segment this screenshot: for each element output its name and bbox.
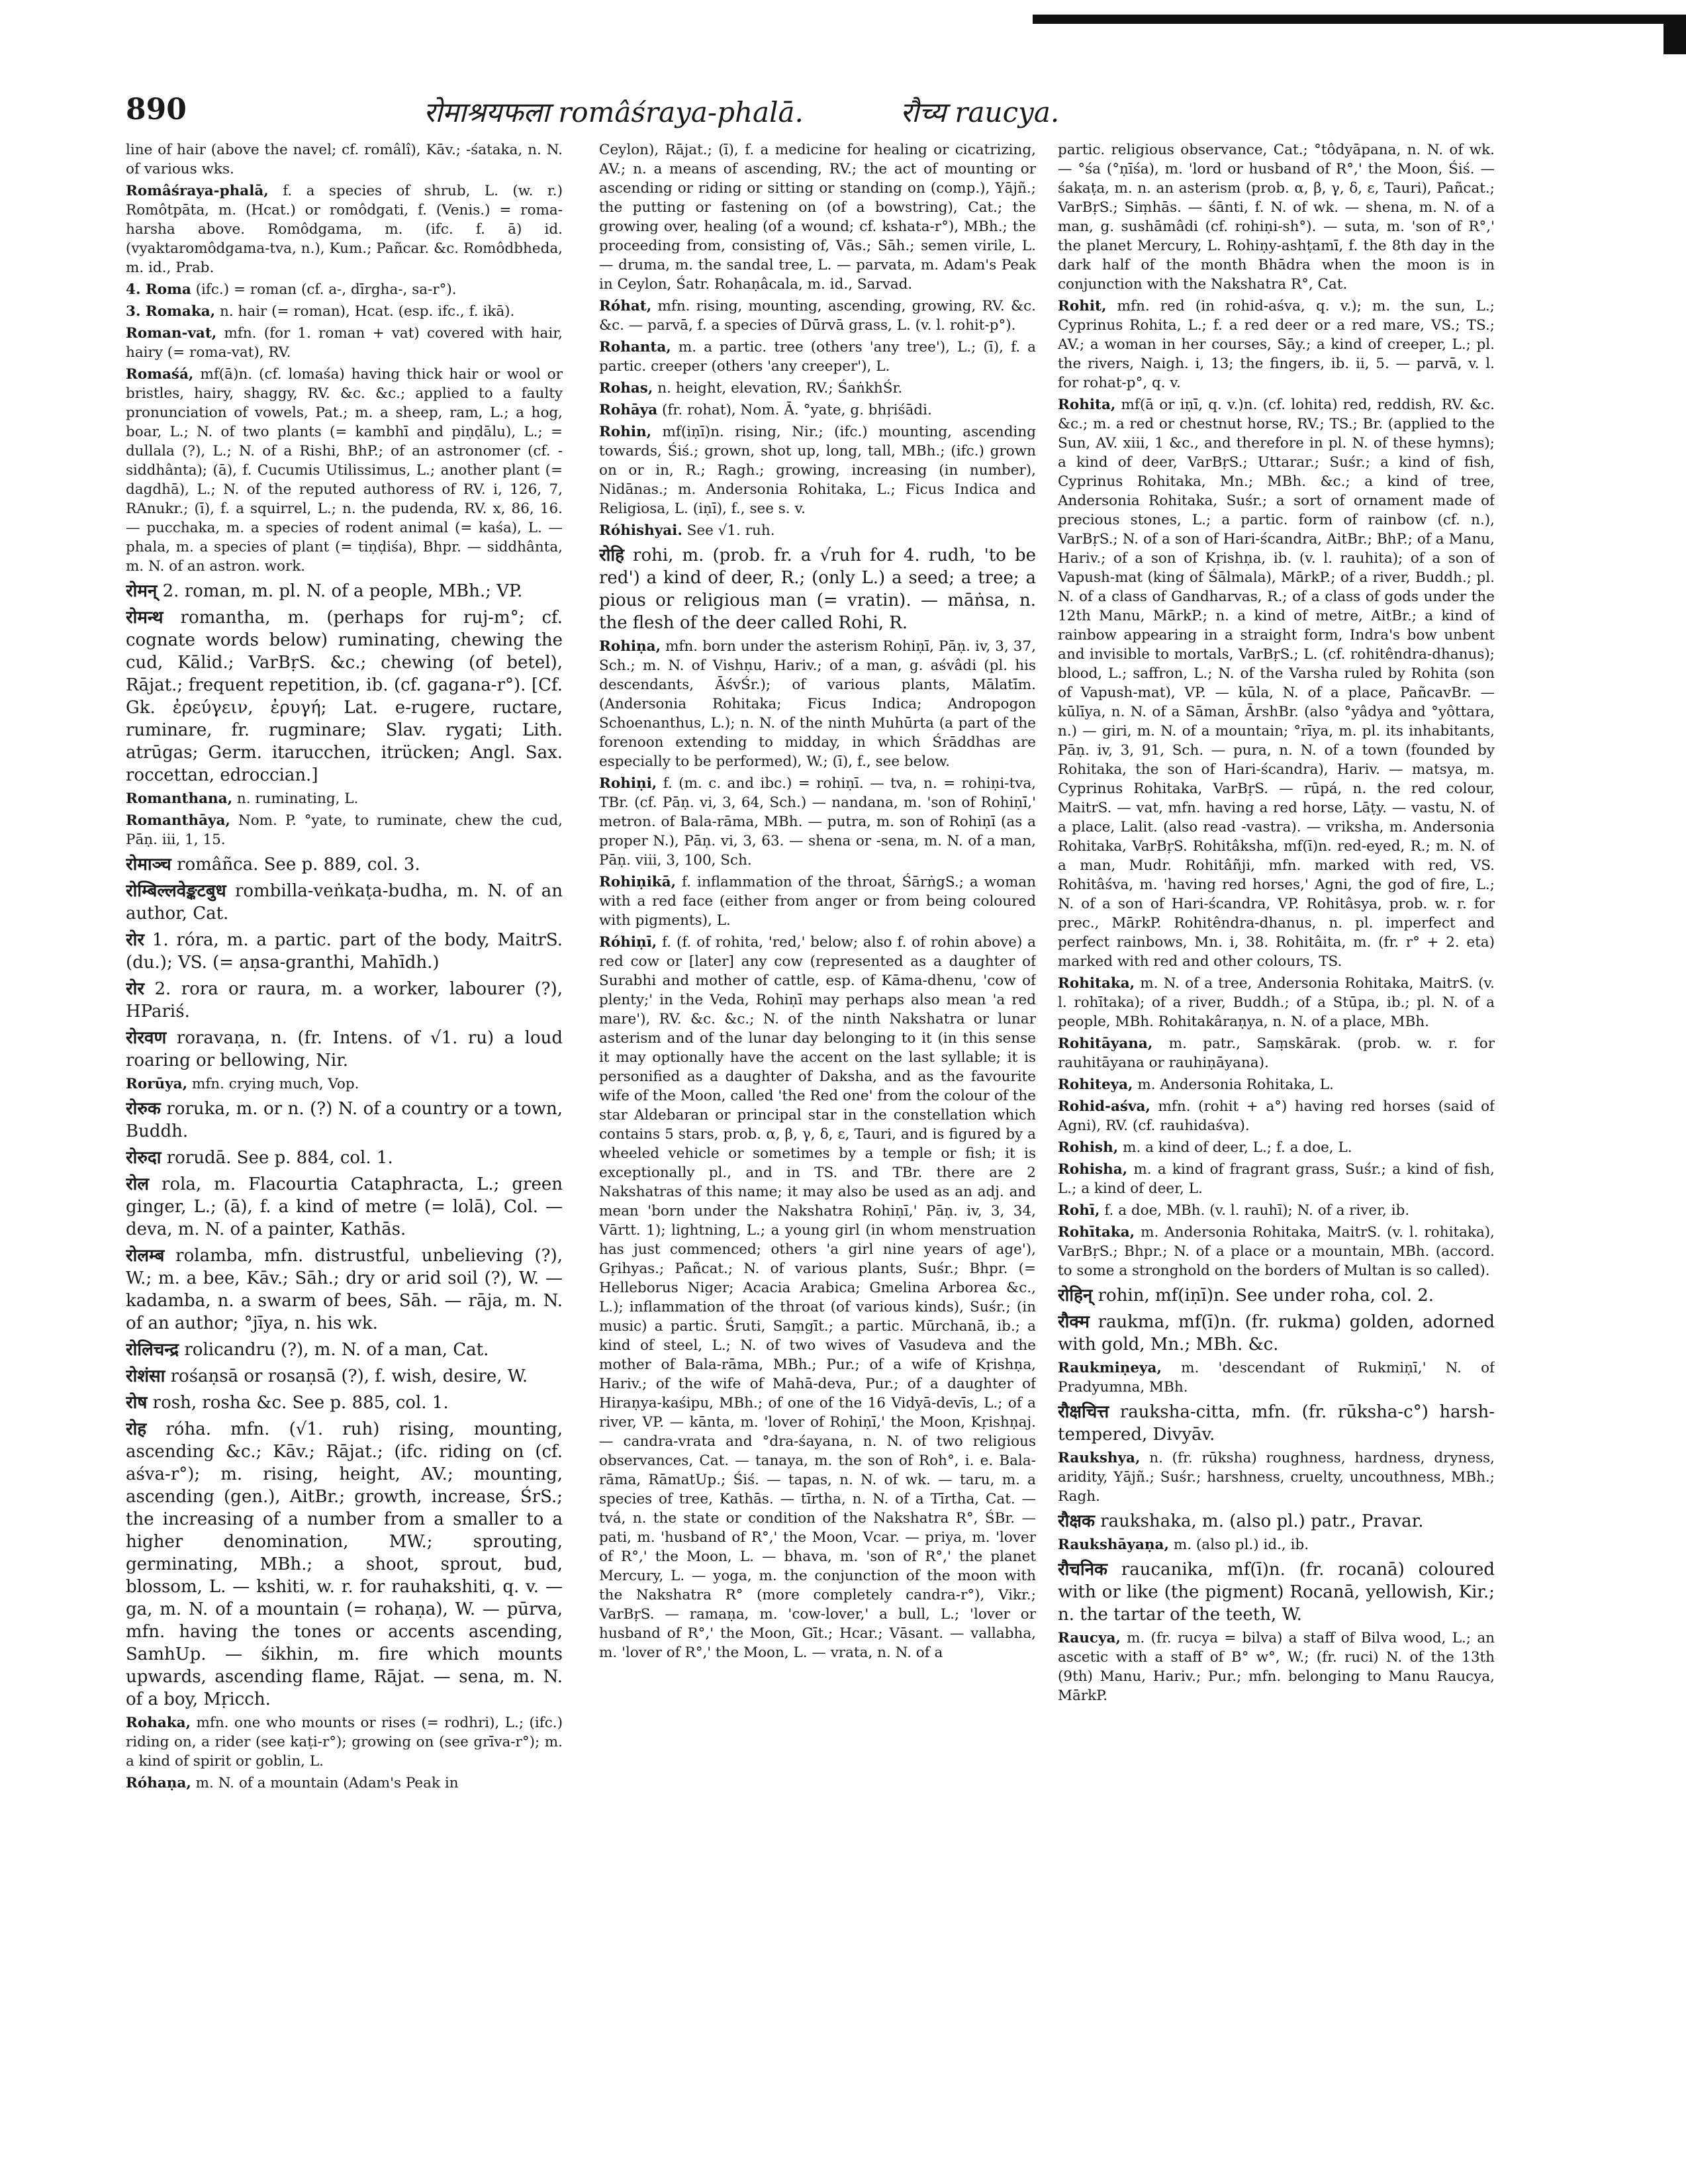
- entry-headword: Rohī,: [1058, 1202, 1100, 1219]
- entry-headword: Rohiṇa,: [599, 638, 661, 655]
- scan-edge-bar: [1033, 15, 1686, 24]
- entry-text: n. (fr. rūksha) roughness, hardness, dryness, aridity, Yājñ.; Suśr.; harshness, cruelty, uncouthness, MBh.; Ragh.: [1058, 1450, 1495, 1505]
- entry-text: f. inflammation of the throat, ŚārṅgS.; a woman with a red face (either from anger or from being coloured with pigments), L.: [599, 874, 1036, 929]
- entry-headword: Româśraya-phalā,: [126, 183, 269, 199]
- entry-headword: Rorūya,: [126, 1076, 188, 1092]
- dictionary-entry: [599, 774, 1036, 870]
- dictionary-entry: [126, 1173, 563, 1241]
- running-head-right: रौच्य raucya.: [900, 96, 1060, 128]
- column-3: [1058, 140, 1495, 2153]
- entry-headword: रोमाञ्च: [126, 855, 171, 875]
- dictionary-entry: [599, 140, 1036, 294]
- entry-text: 1. róra, m. a partic. part of the body, MaitrS. (du.); VS. (= aṇsa-granthi, Mahīdh.): [126, 930, 563, 973]
- entry-headword: रोरुक: [126, 1099, 161, 1119]
- entry-text: (fr. rohat), Nom. Ā. °yate, g. bhṛiśādi.: [662, 402, 932, 418]
- entry-headword: Raucya,: [1058, 1630, 1121, 1646]
- dictionary-entry: [1058, 1097, 1495, 1135]
- dictionary-entry: [126, 1245, 563, 1335]
- entry-headword: Rohish,: [1058, 1139, 1119, 1156]
- entry-headword: रौक्म: [1058, 1312, 1090, 1332]
- entry-headword: Rohaka,: [126, 1715, 191, 1731]
- dictionary-entry: [1058, 1401, 1495, 1446]
- entry-text: m. (also pl.) id., ib.: [1173, 1537, 1309, 1553]
- dictionary-entry: [126, 929, 563, 974]
- entry-text: roruka, m. or n. (?) N. of a country or a town, Buddh.: [126, 1099, 563, 1141]
- dictionary-entry: [599, 637, 1036, 771]
- column-2: [599, 140, 1036, 2153]
- entry-headword: रोर: [126, 930, 145, 950]
- scan-edge-tab: [1663, 15, 1686, 54]
- entry-headword: Rohiṇikā,: [599, 874, 677, 890]
- entry-headword: Rohisha,: [1058, 1161, 1128, 1178]
- dictionary-entry: [1058, 1311, 1495, 1356]
- dictionary-entry: [126, 181, 563, 277]
- entry-headword: रोलम्ब: [126, 1246, 165, 1266]
- dictionary-entry: [126, 1392, 563, 1414]
- entry-headword: Róhiṇī,: [599, 934, 657, 951]
- entry-text: rola, m. Flacourtia Cataphracta, L.; green ginger, L.; (ā), f. a kind of metre (= lolā), Col. — deva, m. N. of a painter, Kathās.: [126, 1174, 563, 1239]
- dictionary-entry: [1058, 1284, 1495, 1307]
- entry-headword: Rohid-aśva,: [1058, 1098, 1150, 1115]
- entry-headword: Romanthāya,: [126, 812, 230, 829]
- dictionary-entry: [1058, 1160, 1495, 1198]
- dictionary-entry: [599, 933, 1036, 1662]
- dictionary-entry: [599, 401, 1036, 420]
- entry-headword: रोहिन्: [1058, 1286, 1093, 1306]
- entry-text: mfn. crying much, Vop.: [191, 1076, 359, 1092]
- entry-headword: Rohin,: [599, 424, 652, 440]
- dictionary-entry: [126, 853, 563, 876]
- entry-text: n. height, elevation, RV.; ŚaṅkhŚr.: [657, 380, 903, 397]
- entry-text: rombilla-veṅkaṭa-budha, m. N. of an author, Cat.: [126, 881, 563, 924]
- entry-text: mfn. (rohit + a°) having red horses (said of Agni), RV. (cf. rauhidaśva).: [1058, 1098, 1495, 1134]
- dictionary-entry: [1058, 1138, 1495, 1157]
- entry-headword: रोरवण: [126, 1028, 167, 1048]
- entry-text: n. hair (= roman), Hcat. (esp. ifc., f. ikā).: [219, 303, 515, 320]
- entry-headword: Rohanta,: [599, 339, 671, 356]
- dictionary-entry: [1058, 1223, 1495, 1280]
- dictionary-entry: [126, 1027, 563, 1072]
- entry-text: mfn. one who mounts or rises (= rodhri), L.; (ifc.) riding on, a rider (see kaṭi-r°); growing on (see grīva-r°); m. a kind of spirit or goblin, L.: [126, 1715, 563, 1770]
- entry-headword: रौक्षचित्त: [1058, 1402, 1109, 1422]
- dictionary-entry: [599, 297, 1036, 335]
- entry-text: m. N. of a mountain (Adam's Peak in: [195, 1775, 459, 1791]
- dictionary-entry: [1058, 1201, 1495, 1220]
- entry-headword: रोमन्: [126, 581, 158, 601]
- entry-text: raukshaka, m. (also pl.) patr., Pravar.: [1100, 1511, 1424, 1531]
- entry-headword: रोह: [126, 1419, 147, 1439]
- entry-text: rohin, mf(iṇī)n. See under roha, col. 2.: [1098, 1286, 1434, 1306]
- column-1: [126, 140, 563, 2153]
- dictionary-entry: [599, 422, 1036, 518]
- entry-text: rolamba, mfn. distrustful, unbelieving (?), W.; m. a bee, Kāv.; Sāh.; dry or arid soil (?), W. — kadamba, n. a swarm of bees, Sāh. — rāja, m. N. of an author; °jīya, n. his wk.: [126, 1246, 563, 1333]
- dictionary-entry: [126, 1339, 563, 1361]
- dictionary-entry: [1058, 1510, 1495, 1533]
- entry-text: mf(iṇī)n. rising, Nir.; (ifc.) mounting, ascending towards, Śiś.; grown, shot up, long, tall, MBh.; (ifc.) grown on or in, R.; Ragh.; growing, increasing (in number), Nidānas.; m. Andersonia Rohitaka, L.; Ficus Indica and Religiosa, L. (iṇī), f., see s. v.: [599, 424, 1036, 517]
- entry-text: rohi, m. (prob. fr. a √ruh for 4. rudh, 'to be red') a kind of deer, R.; (only L.) a seed; a tree; a pious or religious man (= vratin). — māṅsa, n. the flesh of the deer called Rohi, R.: [599, 546, 1036, 633]
- dictionary-entry: [599, 379, 1036, 398]
- dictionary-entry: [126, 1418, 563, 1711]
- entry-headword: रोल: [126, 1174, 149, 1194]
- entry-text: f. (m. c. and ibc.) = rohiṇī. — tva, n. = rohiṇi-tva, TBr. (cf. Pāṇ. vi, 3, 64, Sch.) — nandana, m. 'son of Rohiṇī,' metron. of Bala-rāma, MBh. — putra, m. son of Rohiṇī (as a proper N.), Pāṇ. vi, 3, 63. — shena or -sena, m. N. of a man, Pāṇ. viii, 3, 100, Sch.: [599, 775, 1036, 869]
- entry-headword: Róhaṇa,: [126, 1775, 191, 1791]
- dictionary-entry: [126, 789, 563, 808]
- entry-headword: Rohitaka,: [1058, 975, 1135, 992]
- entry-text: rauksha-citta, mfn. (fr. rūksha-c°) harsh-tempered, Divyāv.: [1058, 1402, 1495, 1445]
- dictionary-entry: [1058, 1535, 1495, 1554]
- entry-text: f. a species of shrub, L. (w. r.) Romôtpāta, m. (Hcat.) or romôdgati, f. (Venis.) = roma-harsha above. Romôdgama, m. (ifc. f. ā) id. (vyaktaromôdgama-tva, n.), Kum.; Pañcar. &c. Romôdbheda, m. id., Prab.: [126, 183, 563, 276]
- dictionary-entry: [126, 140, 563, 179]
- entry-text: m. patr., Saṃskārak. (prob. w. r. for rauhitāyana or rauhiṇāyana).: [1058, 1035, 1495, 1071]
- entry-text: rośaṇsā or rosaṇsā (?), f. wish, desire, W.: [170, 1366, 528, 1386]
- dictionary-entry: [599, 544, 1036, 634]
- dictionary-entry: [126, 1713, 563, 1771]
- dictionary-entry: [126, 302, 563, 321]
- entry-text: româñca. See p. 889, col. 3.: [177, 855, 420, 875]
- dictionary-entry: [599, 338, 1036, 376]
- entry-text: mf(ā or iṇī, q. v.)n. (cf. lohita) red, reddish, RV. &c. &c.; m. a red or chestnut horse, RV.; TS.; Br. (applied to the Sun, AV. xiii, 1 &c., and therefore in pl. N. of these hymns); a kind of deer, VarBṛS.; Uttarar.; Suśr.; a kind of fish, Cyprinus Rohitaka, Mn.; MBh. &c.; a kind of tree, Andersonia Rohitaka, Suśr.; a sort of ornament made of precious stones, L.; a partic. form of rainbow (cf. n.), VarBṛS.; N. of a son of Hari-ścandra, AitBr.; BhP.; of a Manu, Hariv.; of a son of Kṛishṇa, ib. (v. l. rauhita); of a son of Vapush-mat (king of Śālmala), MārkP.; of a river, Buddh.; pl. N. of a class of Gandharvas, R.; of a class of gods under the 12th Manu, MārkP.; n. a kind of metre, AitBr.; a kind of rainbow appearing in a straight form, Indra's bow unbent and invisible to mortals, VarBṛS.; L. (cf. rohitêndra-dhanus); blood, L.; saffron, L.; N. of the Varsha ruled by Rohita (son of Vapush-mat), VP. — kūla, N. of a place, PañcavBr. — kūlīya, n. N. of a Sāman, ĀrshBr. (also °yâdya and °yôttara, n.) — giri, m. N. of a mountain; °rīya, m. pl. its inhabitants, Pāṇ. iv, 3, 91, Sch. — pura, n. N. of a town (founded by Rohitaka, the son of Hari-ścandra), Hariv. — matsya, m. Cyprinus Rohitaka, VarBṛS. — rūpá, n. the red colour, MaitrS. — vat, mfn. having a red horse, Lāṭy. — vastu, N. of a place, Lalit. (also read -vastra). — vriksha, m. Andersonia Rohitaka, VarBṛS. Rohitâksha, mf(ī)n. red-eyed, R.; m. N. of a man, Mudr. Rohitâñji, mfn. marked with red, VS. Rohitâśva, m. 'having red horses,' Agni, the god of fire, L.; N. of a son of Hari-ścandra, VP. Rohitâsya, prob. w. r. for prec., MārkP. Rohitêndra-dhanus, n. pl. imperfect and perfect rainbows, Mn. i, 38. Rohitâita, m. (fr. r° + 2. eta) marked with red and other colours, TS.: [1058, 397, 1495, 970]
- entry-headword: Róhishyai.: [599, 522, 682, 539]
- page-header: [126, 93, 1582, 139]
- dictionary-entry: [1058, 974, 1495, 1031]
- entry-text: mfn. red (in rohid-aśva, q. v.); m. the sun, L.; Cyprinus Rohita, L.; f. a red deer or a red mare, VS.; TS.; AV.; a woman in her courses, Sāy.; a kind of creeper, L.; pl. the rivers, Naigh. i, 13; the fingers, ib. ii, 5. — parvā, v. l. for rohat-p°, q. v.: [1058, 298, 1495, 391]
- entry-text: mfn. (for 1. roman + vat) covered with hair, hairy (= roma-vat), RV.: [126, 325, 563, 361]
- dictionary-entry: [126, 811, 563, 849]
- dictionary-entry: [126, 1365, 563, 1388]
- entry-headword: रोलिचन्द्र: [126, 1340, 179, 1360]
- dictionary-entry: [599, 521, 1036, 540]
- entry-text: m. a kind of fragrant grass, Suśr.; a kind of fish, L.; a kind of deer, L.: [1058, 1161, 1495, 1197]
- entry-text: mfn. rising, mounting, ascending, growing, RV. &c. &c. — parvā, f. a species of Dūrvā grass, L. (v. l. rohit-p°).: [599, 298, 1036, 334]
- entry-text: m. Andersonia Rohitaka, L.: [1137, 1076, 1334, 1093]
- entry-text: m. (fr. rucya = bilva) a staff of Bilva wood, L.; an ascetic with a staff of B° w°, W.; (fr. ruci) N. of the 13th (9th) Manu, Hariv.; Pur.; mfn. belonging to Manu Raucya, MārkP.: [1058, 1630, 1495, 1704]
- page-number: 890: [126, 93, 187, 126]
- dictionary-entry: [1058, 1448, 1495, 1506]
- entry-text: Ceylon), Rājat.; (ī), f. a medicine for healing or cicatrizing, AV.; n. a means of ascending, RV.; the act of mounting or ascending or riding or sitting or standing on (comp.), Yājñ.; the putting or fastening on (of a bowstring), Cat.; the growing over, healing (of a wound; cf. kshata-r°), MBh.; the proceeding from, consisting of, Vās.; Sāh.; semen virile, L. — druma, m. the sandal tree, L. — parvata, m. Adam's Peak in Ceylon, Śatr. Rohaṇâcala, m. id., Sarvad.: [599, 142, 1036, 293]
- entry-text: m. a kind of deer, L.; f. a doe, L.: [1123, 1139, 1352, 1156]
- entry-text: m. Andersonia Rohitaka, MaitrS. (v. l. rohitaka), VarBṛS.; Bhpr.; N. of a place or a mountain, MBh. (accord. to some a stronghold on the borders of Multan is so called).: [1058, 1224, 1495, 1279]
- entry-headword: रोशंसा: [126, 1366, 165, 1386]
- entry-headword: Raukshāyaṇa,: [1058, 1537, 1169, 1553]
- entry-headword: Romanthana,: [126, 790, 233, 807]
- entry-text: 2. roman, m. pl. N. of a people, MBh.; VP.: [162, 581, 523, 601]
- entry-text: raukma, mf(ī)n. (fr. rukma) golden, adorned with gold, Mn.; MBh. &c.: [1058, 1312, 1495, 1354]
- entry-text: róha. mfn. (√1. ruh) rising, mounting, ascending &c.; Kāv.; Rājat.; (ifc. riding on (cf. aśva-r°); m. rising, height, AV.; mounting, ascending (gen.), AitBr.; growth, increase, ŚrS.; the increasing of a number from a smaller to a higher denomination, MW.; sprouting, germinating, MBh.; a shoot, sprout, bud, blossom, L. — kshiti, w. r. for rauhakshiti, q. v. — ga, m. N. of a mountain (= rohaṇa), W. — pūrva, mfn. having the tones or accents ascending, SamhUp. — śikhin, m. fire which mounts upwards, ascending flame, Rājat. — sena, m. N. of a boy, Mṛicch.: [126, 1419, 563, 1709]
- entry-headword: Rohiṇi,: [599, 775, 657, 792]
- entry-headword: रोष: [126, 1393, 148, 1413]
- entry-text: rorudā. See p. 884, col. 1.: [166, 1148, 393, 1168]
- entry-text: (ifc.) = roman (cf. a-, dīrgha-, sa-r°).: [195, 281, 457, 298]
- entry-text: Nom. P. °yate, to ruminate, chew the cud, Pāṇ. iii, 1, 15.: [126, 812, 563, 848]
- entry-text: f. (f. of rohita, 'red,' below; also f. of rohin above) a red cow or [later] any cow (represented as a daughter of Surabhi and mother of cattle, esp. of Kāma-dhenu, 'cow of plenty;' in the Veda, Rohiṇī may perhaps also mean 'a red mare'), RV. &c. &c.; N. of the ninth Nakshatra or lunar asterism and of the lunar day belonging to it (in this sense it may optionally have the accent on the last syllable; it is personified as a daughter of Daksha, and as the favourite wife of the Moon, called 'the Red one' from the colour of the star Aldebaran or principal star in the constellation which contains 5 stars, prob. α, β, γ, δ, ε, Tauri, and is figured by a wheeled vehicle or sometimes by a temple or fish; it is exceptionally pl., and in TS. and TBr. there are 2 Nakshatras of this name; it may also be used as an adj. and mean 'born under the Nakshatra Rohiṇī,' Pāṇ. iv, 3, 34, Vārtt. 1); lightning, L.; a young girl (in whom menstruation has just commenced; others 'a girl nine years of age'), Gṛihyas.; Pañcat.; N. of various plants, Suśr.; Bhpr. (= Helleborus Niger; Acacia Arabica; Gmelina Arborea &c., L.); inflammation of the throat (of various kinds), Suśr.; (in music) a partic. Śruti, Saṃgīt.; a partic. Mūrchanā, ib.; a kind of steel, L.; N. of two wives of Vasudeva and the mother of Bala-rāma, MBh.; Pur.; of a wife of Kṛishṇa, Hariv.; of the wife of Mahā-deva, Pur.; of a daughter of Hiraṇya-kaśipu, MBh.; of one of the 16 Vidyā-devīs, L.; of a river, VP. — kānta, m. 'lover of Rohiṇī,' the Moon, Kṛishṇaj. — candra-vrata and °dra-śayana, n. N. of two religious observances, Cat. — tanaya, m. the son of Roh°, i. e. Bala-rāma, RāmatUp.; Śiś. — tapas, n. N. of wk. — taru, m. a species of tree, Kathās. — tīrtha, n. N. of a Tīrtha, Cat. — tvá, n. the state or condition of the Nakshatra R°, ŚBr. — pati, m. 'husband of R°,' the Moon, Vcar. — priya, m. 'lover of R°,' the Moon, L. — bhava, m. 'son of R°,' the planet Mercury, L. — yoga, m. the conjunction of the moon with the Nakshatra R° (more completely candra-r°), Vikr.; VarBṛS. — ramaṇa, m. 'cow-lover,' a bull, L.; 'lover or husband of R°,' the Moon, Gīt.; Hcar.; Vāsant. — vallabha, m. 'lover of R°,' the Moon, L. — vrata, n. N. of a: [599, 934, 1036, 1661]
- dictionary-entry: [1058, 140, 1495, 294]
- entry-headword: Romaśá,: [126, 366, 194, 383]
- entry-headword: Rohita,: [1058, 397, 1116, 413]
- entry-text: mfn. born under the asterism Rohiṇī, Pāṇ. iv, 3, 37, Sch.; m. N. of Vishṇu, Hariv.; of a man, g. aśvâdi (pl. his descendants, ĀśvŚr.); of various plants, Mālatīm. (Andersonia Rohitaka; Ficus Indica; Andropogon Schoenanthus, L.); n. N. of the ninth Muhūrta (a part of the forenoon extending to midday, in which Śrāddhas are especially to be performed), W.; (ī), f., see below.: [599, 638, 1036, 770]
- dictionary-entry: [126, 1098, 563, 1143]
- dictionary-entry: [1058, 1558, 1495, 1626]
- entry-headword: रोमन्थ: [126, 608, 164, 628]
- dictionary-entry: [1058, 1034, 1495, 1072]
- entry-text: partic. religious observance, Cat.; °tôdyāpana, n. N. of wk. — °śa (°ṇīśa), m. 'lord or husband of R°,' the Moon, Śiś. — śakaṭa, m. n. an asterism (prob. α, β, γ, δ, ε, Tauri), Pañcat.; VarBṛS.; Siṃhās. — śānti, f. N. of wk. — shena, m. N. of a man, g. sushāmâdi (cf. rohiṇi-sh°). — suta, m. 'son of R°,' the planet Mercury, L. Rohiṇy-ashṭamī, f. the 8th day in the dark half of the month Bhādra when the moon is in conjunction with the Nakshatra R°, Cat.: [1058, 142, 1495, 293]
- entry-headword: Raukmiṇeya,: [1058, 1360, 1162, 1376]
- entry-headword: रोम्बिल्लवेङ्कटबुध: [126, 881, 226, 901]
- entry-headword: रौचनिक: [1058, 1560, 1108, 1580]
- entry-text: mf(ā)n. (cf. lomaśa) having thick hair or wool or bristles, hairy, shaggy, RV. &c. &c.; applied to a faulty pronunciation of vowels, Pat.; m. a sheep, ram, L.; a hog, boar, L.; N. of two plants (= kambhī and piṇḍālu), L.; = dullala (?), L.; N. of a Rishi, BhP.; of an astronomer (cf. -siddhânta); (ā), f. Cucumis Utilissimus, L.; another plant (= dagdhā), L.; N. of the reputed authoress of RV. i, 126, 7, RAnukr.; (ī), f. a squirrel, L.; n. the pudenda, RV. x, 86, 16. — pucchaka, m. a species of rodent animal (= kaśa), L. — phala, m. a species of plant (= tiṇḍiśa), Bhpr. — siddhânta, m. N. of an astron. work.: [126, 366, 563, 575]
- entry-headword: Rohitāyana,: [1058, 1035, 1153, 1052]
- entry-text: f. a doe, MBh. (v. l. rauhī); N. of a river, ib.: [1104, 1202, 1410, 1219]
- entry-headword: Rohāya: [599, 402, 658, 418]
- entry-text: m. 'descendant of Rukmiṇī,' N. of Pradyumna, MBh.: [1058, 1360, 1495, 1396]
- entry-headword: Rohītaka,: [1058, 1224, 1135, 1241]
- running-head-left: रोमाश्रयफला româśraya-phalā.: [424, 96, 804, 128]
- dictionary-entry: [1058, 1629, 1495, 1705]
- entry-headword: Rohiteya,: [1058, 1076, 1133, 1093]
- entry-text: m. a partic. tree (others 'any tree'), L.; (ī), f. a partic. creeper (others 'any creeper'), L.: [599, 339, 1036, 375]
- entry-headword: Roman-vat,: [126, 325, 217, 342]
- dictionary-entry: [126, 1074, 563, 1094]
- entry-headword: Rohit,: [1058, 298, 1107, 314]
- dictionary-entry: [599, 873, 1036, 930]
- dictionary-entry: [126, 580, 563, 602]
- dictionary-entry: [1058, 1075, 1495, 1094]
- entry-text: See √1. ruh.: [686, 522, 775, 539]
- dictionary-entry: [126, 606, 563, 786]
- dictionary-entry: [1058, 1358, 1495, 1397]
- entry-text: raucanika, mf(ī)n. (fr. rocanā) coloured with or like (the pigment) Rocanā, yellowish, Kir.; n. the tartar of the teeth, W.: [1058, 1560, 1495, 1625]
- entry-text: romantha, m. (perhaps for ruj-m°; cf. cognate words below) ruminating, chewing the cud, Kālid.; VarBṛS. &c.; chewing (of betel), Rājat.; frequent repetition, ib. (cf. gagana-r°). [Cf. Gk. ἐρεύγειν, ἐρυγή; Lat. e-rugere, ructare, ruminare, fr. rugminare; Slav. rygati; Lith. atrūgas; Germ. itarucchen, itrücken; Angl. Sax. roccettan, edroccian.]: [126, 608, 563, 785]
- dictionary-entry: [126, 1147, 563, 1169]
- entry-headword: 4. Roma: [126, 281, 191, 298]
- entry-text: line of hair (above the navel; cf. româlî), Kāv.; -śataka, n. N. of various wks.: [126, 142, 563, 177]
- dictionary-entry: [126, 365, 563, 576]
- entry-text: roravaṇa, n. (fr. Intens. of √1. ru) a loud roaring or bellowing, Nir.: [126, 1028, 563, 1070]
- entry-text: rolicandru (?), m. N. of a man, Cat.: [184, 1340, 489, 1360]
- dictionary-entry: [1058, 395, 1495, 971]
- dictionary-entry: [126, 880, 563, 925]
- entry-headword: रोहि: [599, 546, 624, 565]
- entry-text: 2. rora or raura, m. a worker, labourer (?), HPariś.: [126, 979, 563, 1021]
- entry-headword: रौक्षक: [1058, 1511, 1095, 1531]
- dictionary-entry: [126, 324, 563, 362]
- entry-headword: रोर: [126, 979, 145, 999]
- dictionary-entry: [1058, 297, 1495, 393]
- entry-text: m. N. of a tree, Andersonia Rohitaka, MaitrS. (v. l. rohītaka); of a river, Buddh.; of a Stūpa, ib.; pl. N. of a people, MBh. Rohitakâraṇya, n. N. of a place, MBh.: [1058, 975, 1495, 1030]
- entry-headword: Rohas,: [599, 380, 653, 397]
- entry-headword: 3. Romaka,: [126, 303, 216, 320]
- entry-text: rosh, rosha &c. See p. 885, col. 1.: [152, 1393, 449, 1413]
- dictionary-entry: [126, 280, 563, 299]
- dictionary-entry: [126, 1774, 563, 1793]
- entry-text: n. ruminating, L.: [236, 790, 359, 807]
- entry-headword: रोरुदा: [126, 1148, 162, 1168]
- dictionary-entry: [126, 978, 563, 1023]
- entry-headword: Raukshya,: [1058, 1450, 1141, 1466]
- entry-headword: Róhat,: [599, 298, 652, 314]
